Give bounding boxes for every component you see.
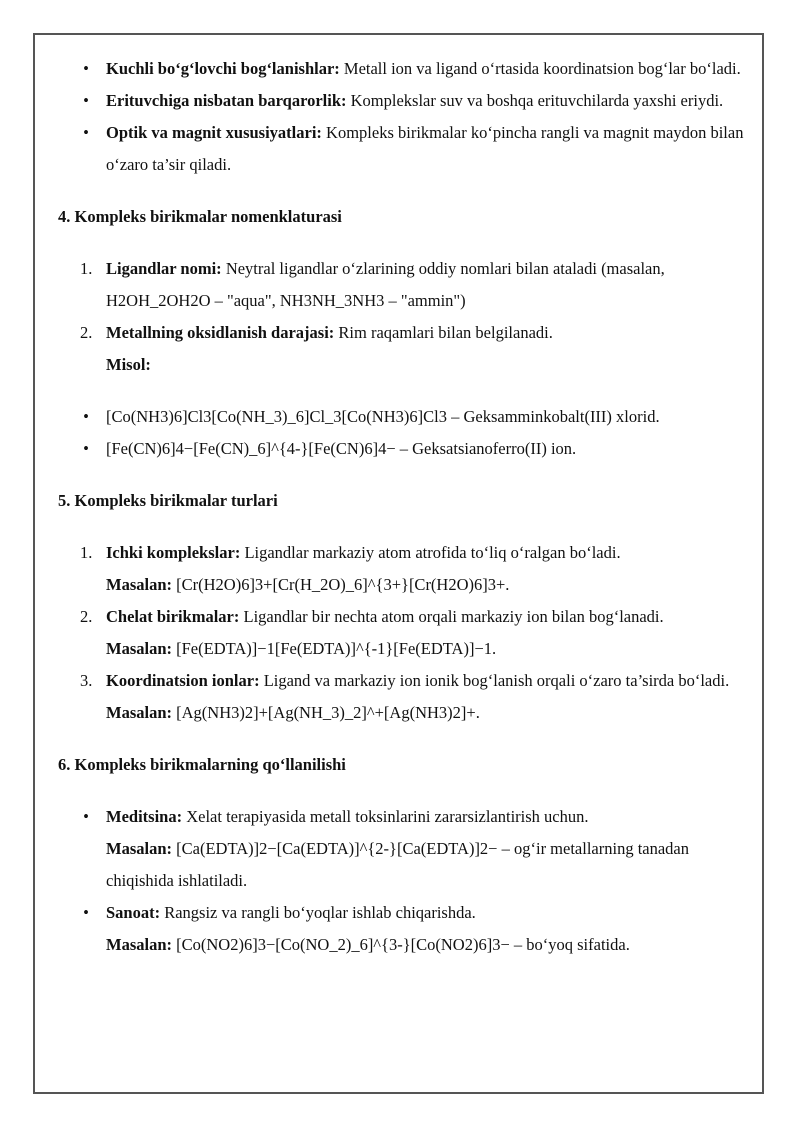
item-lead: Meditsina: — [106, 807, 183, 826]
bullet-icon: • — [83, 903, 89, 922]
item-text: Xelat terapiyasida metall toksinlarini zararsizlantirish uchun. — [182, 807, 589, 826]
example-text: [Co(NH3)6]Cl3[Co(NH_3)_6]Cl_3[Co(NH3)6]Cl3 – Geksamminkobalt(III) xlorid. — [106, 407, 660, 426]
section-heading-applications: 6. Kompleks birikmalarning qo‘llanilishi — [58, 755, 346, 774]
item-number: 1. — [80, 543, 93, 562]
item-lead: Sanoat: — [106, 903, 161, 922]
bullet-icon: • — [83, 59, 89, 78]
bullet-icon: • — [83, 407, 89, 426]
types-list — [58, 537, 758, 729]
bullet-icon: • — [83, 91, 89, 110]
list-item — [58, 433, 758, 465]
example-label: Masalan: — [106, 839, 172, 858]
item-lead: Koordinatsion ionlar: — [106, 671, 260, 690]
applications-list — [58, 801, 758, 961]
list-item — [58, 85, 758, 117]
example-label: Masalan: — [106, 639, 172, 658]
example-text: [Fe(CN)6]4−[Fe(CN)_6]^{4-}[Fe(CN)6]4− – Geksatsianoferro(II) ion. — [106, 439, 577, 458]
list-item — [58, 897, 758, 961]
item-text: Neytral ligandlar o‘zlarining oddiy nomlari bilan ataladi (masalan, H2OH_2OH2O – "aqua", NH3NH_3NH3 – "ammin") — [106, 259, 665, 310]
item-lead: Chelat birikmalar: — [106, 607, 240, 626]
list-item — [58, 665, 758, 729]
bullet-icon: • — [83, 123, 89, 142]
item-number: 3. — [80, 671, 93, 690]
properties-list — [58, 53, 758, 181]
section-heading-nomenclature: 4. Kompleks birikmalar nomenklaturasi — [58, 207, 342, 226]
example-label: Misol: — [106, 355, 151, 374]
list-item — [58, 801, 758, 897]
bullet-icon: • — [83, 807, 89, 826]
item-text: Ligandlar bir nechta atom orqali markaziy ion bilan bog‘lanadi. — [239, 607, 664, 626]
item-number: 2. — [80, 607, 93, 626]
example-text: [Co(NO2)6]3−[Co(NO_2)_6]^{3-}[Co(NO2)6]3− – bo‘yoq sifatida. — [172, 935, 630, 954]
example-label: Masalan: — [106, 935, 172, 954]
item-text: Komplekslar suv va boshqa erituvchilarda yaxshi eriydi. — [346, 91, 724, 110]
example-text: [Fe(EDTA)]−1[Fe(EDTA)]^{-1}[Fe(EDTA)]−1. — [172, 639, 497, 658]
nomenclature-examples-list — [58, 401, 758, 465]
list-item — [58, 401, 758, 433]
item-text: Rangsiz va rangli bo‘yoqlar ishlab chiqarishda. — [160, 903, 476, 922]
document-body — [58, 53, 758, 961]
item-text: Ligandlar markaziy atom atrofida to‘liq o‘ralgan bo‘ladi. — [240, 543, 621, 562]
item-number: 1. — [80, 259, 93, 278]
item-text: Metall ion va ligand o‘rtasida koordinatsion bog‘lar bo‘ladi. — [339, 59, 741, 78]
list-item — [58, 317, 758, 381]
list-item — [58, 253, 758, 317]
example-label: Masalan: — [106, 703, 172, 722]
example-text: [Ca(EDTA)]2−[Ca(EDTA)]^{2-}[Ca(EDTA)]2− – og‘ir metallarning tanadan chiqishida ishlatiladi. — [106, 839, 690, 890]
item-lead: Kuchli bo‘g‘lovchi bog‘lanishlar: — [106, 59, 340, 78]
list-item — [58, 537, 758, 601]
item-number: 2. — [80, 323, 93, 342]
item-lead: Erituvchiga nisbatan barqarorlik: — [106, 91, 347, 110]
item-lead: Metallning oksidlanish darajasi: — [106, 323, 335, 342]
item-lead: Optik va magnit xususiyatlari: — [106, 123, 322, 142]
bullet-icon: • — [83, 439, 89, 458]
nomenclature-list — [58, 253, 758, 381]
section-heading-types: 5. Kompleks birikmalar turlari — [58, 491, 278, 510]
list-item — [58, 601, 758, 665]
item-text: Rim raqamlari bilan belgilanadi. — [334, 323, 553, 342]
item-text: Kompleks birikmalar ko‘pincha rangli va magnit maydon bilan o‘zaro ta’sir qiladi. — [106, 123, 744, 174]
example-label: Masalan: — [106, 575, 172, 594]
item-lead: Ichki komplekslar: — [106, 543, 241, 562]
list-item — [58, 53, 758, 85]
example-text: [Cr(H2O)6]3+[Cr(H_2O)_6]^{3+}[Cr(H2O)6]3+. — [172, 575, 510, 594]
list-item — [58, 117, 758, 181]
example-text: [Ag(NH3)2]+[Ag(NH_3)_2]^+[Ag(NH3)2]+. — [172, 703, 480, 722]
item-text: Ligand va markaziy ion ionik bog‘lanish orqali o‘zaro ta’sirda bo‘ladi. — [259, 671, 730, 690]
item-lead: Ligandlar nomi: — [106, 259, 222, 278]
